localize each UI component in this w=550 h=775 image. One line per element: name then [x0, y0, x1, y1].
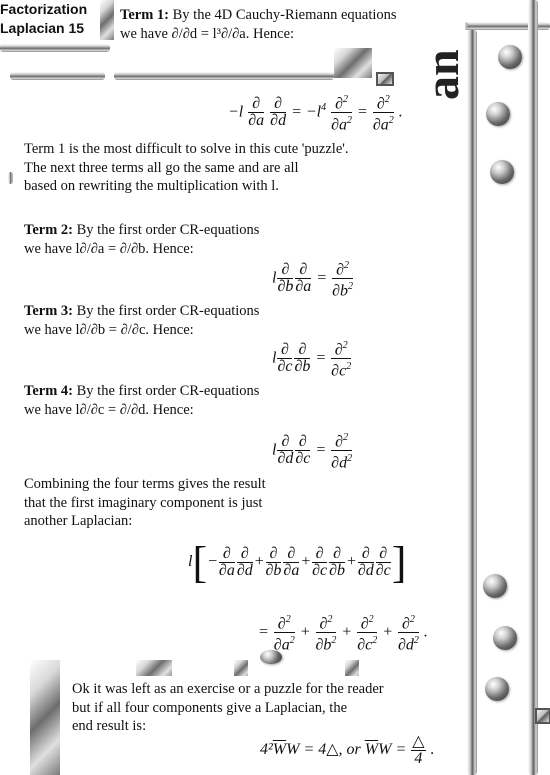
slide-title [0, 0, 98, 40]
decor-ball-5 [493, 626, 517, 650]
term3-label: Term 3: [24, 303, 73, 319]
decor-ball-3 [490, 160, 514, 184]
combine-paragraph [24, 475, 344, 531]
eq1-frac-2: $\frac{\partial}{\partial d}$ [270, 95, 287, 130]
term1-label: Term 1: [120, 7, 169, 23]
decor-bar-left-tick [8, 172, 13, 184]
term1-note-line-2: The next three terms all go the same and are all [24, 159, 299, 176]
combine-line-3: another Laplacian: [24, 513, 133, 529]
term4-text-a: By the first order CR-equations [76, 383, 260, 399]
term2-text-b: we have l∂/∂a = ∂/∂b. Hence: [24, 240, 194, 257]
final-line-3: end result is: [72, 718, 147, 734]
equation-term3: l $\frac{\partial}{\partial c}$ $\frac{\partial}{\partial b}$ = $\frac{\partial^2}{\partial c^2}$ [272, 340, 352, 380]
equation-term4: l $\frac{\partial}{\partial d}$ $\frac{\partial}{\partial c}$ = $\frac{\partial^2}{\partial d^2}$ [272, 432, 353, 472]
eq1-end: . [398, 103, 403, 121]
eq1-equals-2: = [357, 103, 368, 121]
term2-text-a: By the first order CR-equations [76, 222, 260, 238]
decor-bar-top-3 [10, 72, 105, 80]
final-line-1: Ok it was left as an exercise or a puzzle for the reader [72, 681, 384, 697]
decor-bar-right-inner [467, 30, 477, 775]
combine-line-2: that the first imaginary component is just [24, 494, 263, 511]
slide-title-line-1: Factorization [0, 1, 88, 17]
equation-final [260, 734, 435, 767]
term1-paragraph [120, 6, 465, 43]
decor-ball-2 [486, 102, 510, 126]
term3-text-a: By the first order CR-equations [76, 303, 260, 319]
decor-big-letters-top: an [416, 49, 469, 100]
term1-text-b: we have ∂/∂d = l³∂/∂a. Hence: [120, 25, 295, 42]
decor-ball-6 [485, 677, 509, 701]
eq1-frac-3: $\frac{\partial^2}{\partial a^2}$ [331, 94, 353, 134]
decor-square-right [535, 708, 550, 724]
final-eq-end: . [430, 741, 435, 759]
term3-text-b: we have l∂/∂b = ∂/∂c. Hence: [24, 321, 194, 338]
slide-title-line-2: Laplacian 15 [0, 20, 85, 36]
term1-note [24, 140, 464, 196]
final-eq-part3: W = 4△, or [286, 741, 361, 759]
equation-combined: l[− $\frac{\partial}{\partial a}$ $\frac{\partial}{\partial d}$ + $\frac{\partial}{\partial b}$ $\frac{\partial}{\partial a}$ + $\frac{\partial}{\partial c}$ $\frac{\partial}{\partial b}$ + $\frac{\partial}{\partial d}$ $\frac{\partial}{\partial c}$ ] [188, 538, 407, 587]
final-eq-part1: 4² [260, 741, 273, 759]
term4-paragraph [24, 382, 344, 419]
term3-paragraph [24, 302, 344, 339]
final-eq-wbar: $\overline{W}$ [272, 741, 287, 759]
eq1-lhs: −l [228, 103, 244, 121]
decor-corner-block-top-left [100, 0, 114, 40]
decor-block-bottom-left [30, 660, 60, 775]
term2-label: Term 2: [24, 222, 73, 238]
eq1-frac-1: $\frac{\partial}{\partial a}$ [248, 95, 265, 130]
final-eq-wbar-2: $\overline{W}$ [364, 741, 379, 759]
term2-paragraph [24, 221, 344, 258]
final-line-2: but if all four components give a Laplacian, the [72, 699, 348, 716]
final-eq-frac: $\frac{\triangle}{4}$ [412, 733, 425, 767]
eq1-frac-4: $\frac{\partial^2}{\partial a^2}$ [372, 94, 394, 134]
final-eq-part5: W = [378, 741, 407, 759]
decor-bar-right-outer [528, 0, 538, 775]
combine-line-1: Combining the four terms gives the result [24, 476, 266, 492]
decor-block-top-mid [334, 48, 372, 78]
term1-note-line-1: Term 1 is the most difficult to solve in this cute 'puzzle'. [24, 141, 349, 157]
decor-bar-top-2 [114, 72, 334, 80]
equation-term1 [228, 92, 403, 134]
equation-term2: l $\frac{\partial}{\partial b}$ $\frac{\partial}{\partial a}$ = $\frac{\partial^2}{\partial b^2}$ [272, 260, 353, 300]
term1-text-a: By the 4D Cauchy-Riemann equations [172, 7, 397, 23]
decor-bar-top [0, 44, 110, 52]
decor-ball-1 [498, 45, 522, 69]
decor-square-top [376, 72, 394, 86]
term4-label: Term 4: [24, 383, 73, 399]
eq1-equals: = −l [291, 103, 322, 121]
decor-ball-4 [483, 574, 507, 598]
equation-combined-result: = $\frac{\partial^2}{\partial a^2}$ + $\frac{\partial^2}{\partial b^2}$ + $\frac{\partial^2}{\partial c^2}$ + $\frac{\partial^2}{\partial d^2}$ . [258, 614, 428, 654]
final-box [62, 676, 467, 775]
term4-text-b: we have l∂/∂c = ∂/∂d. Hence: [24, 401, 194, 418]
term1-note-line-3: based on rewriting the multiplication with l. [24, 178, 279, 194]
eq1-power: 4 [321, 102, 327, 114]
final-paragraph [72, 680, 467, 736]
